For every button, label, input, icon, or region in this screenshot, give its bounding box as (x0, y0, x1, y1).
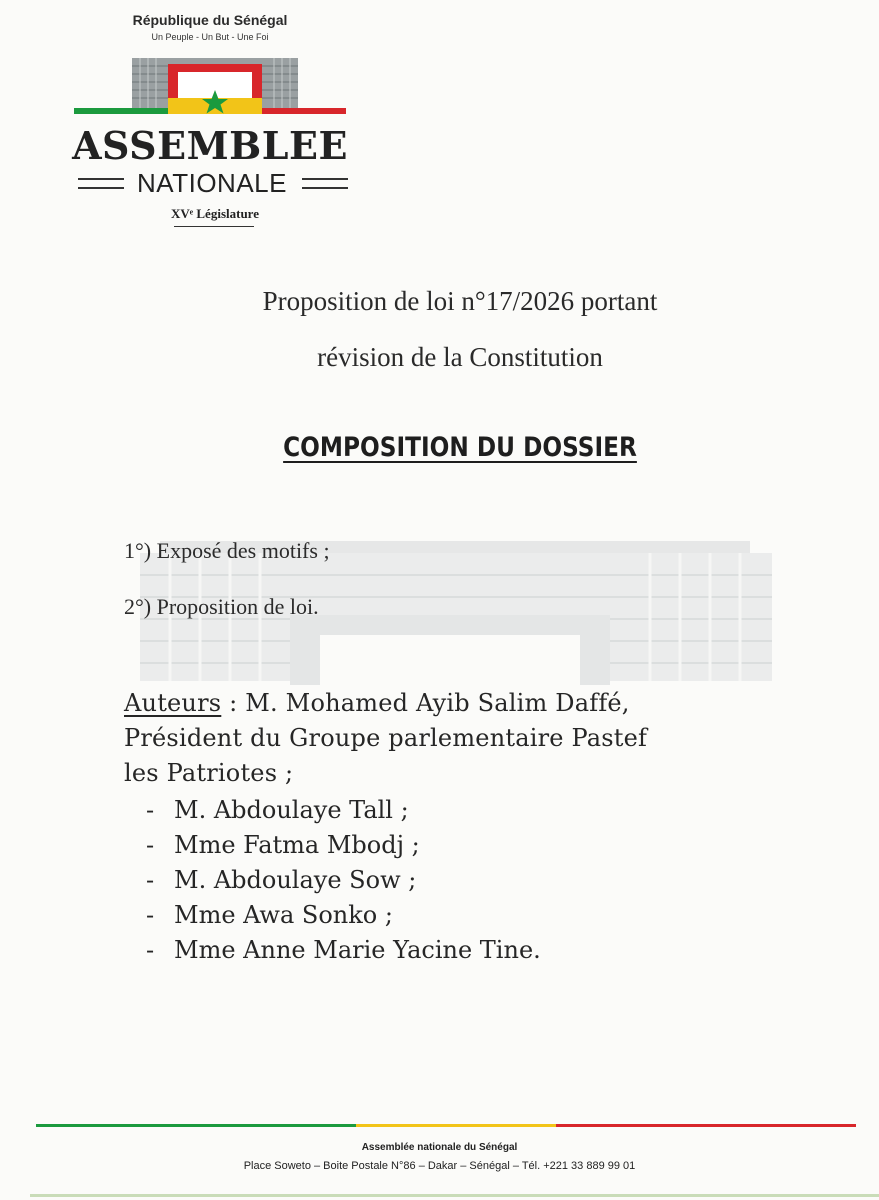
bill-title-line-1: Proposition de loi n°17/2026 portant (262, 286, 658, 316)
national-title: NATIONALE (137, 168, 287, 198)
republic-label: République du Sénégal (132, 12, 288, 28)
list-item (146, 933, 541, 968)
authors-line-2: Président du Groupe parlementaire Pastef (124, 724, 648, 752)
dash-bullet: - (146, 901, 155, 929)
co-author: Mme Awa Sonko ; (174, 901, 393, 929)
lead-author: : M. Mohamed Ayib Salim Daffé, (221, 689, 630, 717)
legislature-rule (174, 226, 254, 227)
footer-institution: Assemblée nationale du Sénégal (361, 1142, 518, 1153)
section-heading: COMPOSITION DU DOSSIER (283, 432, 637, 463)
authors-line-3: les Patriotes ; (124, 759, 294, 787)
dash-bullet: - (146, 831, 155, 859)
authors-label: Auteurs (124, 689, 222, 717)
co-author: Mme Fatma Mbodj ; (174, 831, 420, 859)
legislature-label: XVᵉ Législature (171, 206, 259, 221)
list-item (146, 898, 541, 933)
list-item (146, 828, 541, 863)
co-author-list (146, 793, 541, 968)
co-author: M. Abdoulaye Sow ; (174, 866, 417, 894)
co-author: M. Abdoulaye Tall ; (174, 796, 409, 824)
footer-flag-rule (36, 1124, 856, 1127)
footer-address: Place Soweto – Boite Postale N°86 – Dakar – Sénégal – Tél. +221 33 889 99 01 (243, 1160, 636, 1172)
assembly-title: ASSEMBLEE (72, 123, 348, 168)
national-motto: Un Peuple - Un But - Une Foi (151, 32, 269, 42)
decorative-rule-right (302, 178, 348, 189)
list-item (146, 793, 541, 828)
authors-block (124, 686, 784, 791)
page-edge-line (30, 1194, 879, 1197)
bill-title-line-2: révision de la Constitution (317, 342, 603, 372)
co-author: Mme Anne Marie Yacine Tine. (174, 936, 541, 964)
authors-line-1 (124, 686, 784, 721)
dash-bullet: - (146, 796, 155, 824)
decorative-rule-left (78, 178, 124, 189)
list-item (146, 863, 541, 898)
dash-bullet: - (146, 936, 155, 964)
dash-bullet: - (146, 866, 155, 894)
dossier-item: 2°) Proposition de loi. (124, 594, 319, 619)
dossier-item: 1°) Exposé des motifs ; (124, 538, 330, 563)
national-title-row (70, 168, 350, 198)
assembly-building-logo-icon (70, 46, 350, 122)
